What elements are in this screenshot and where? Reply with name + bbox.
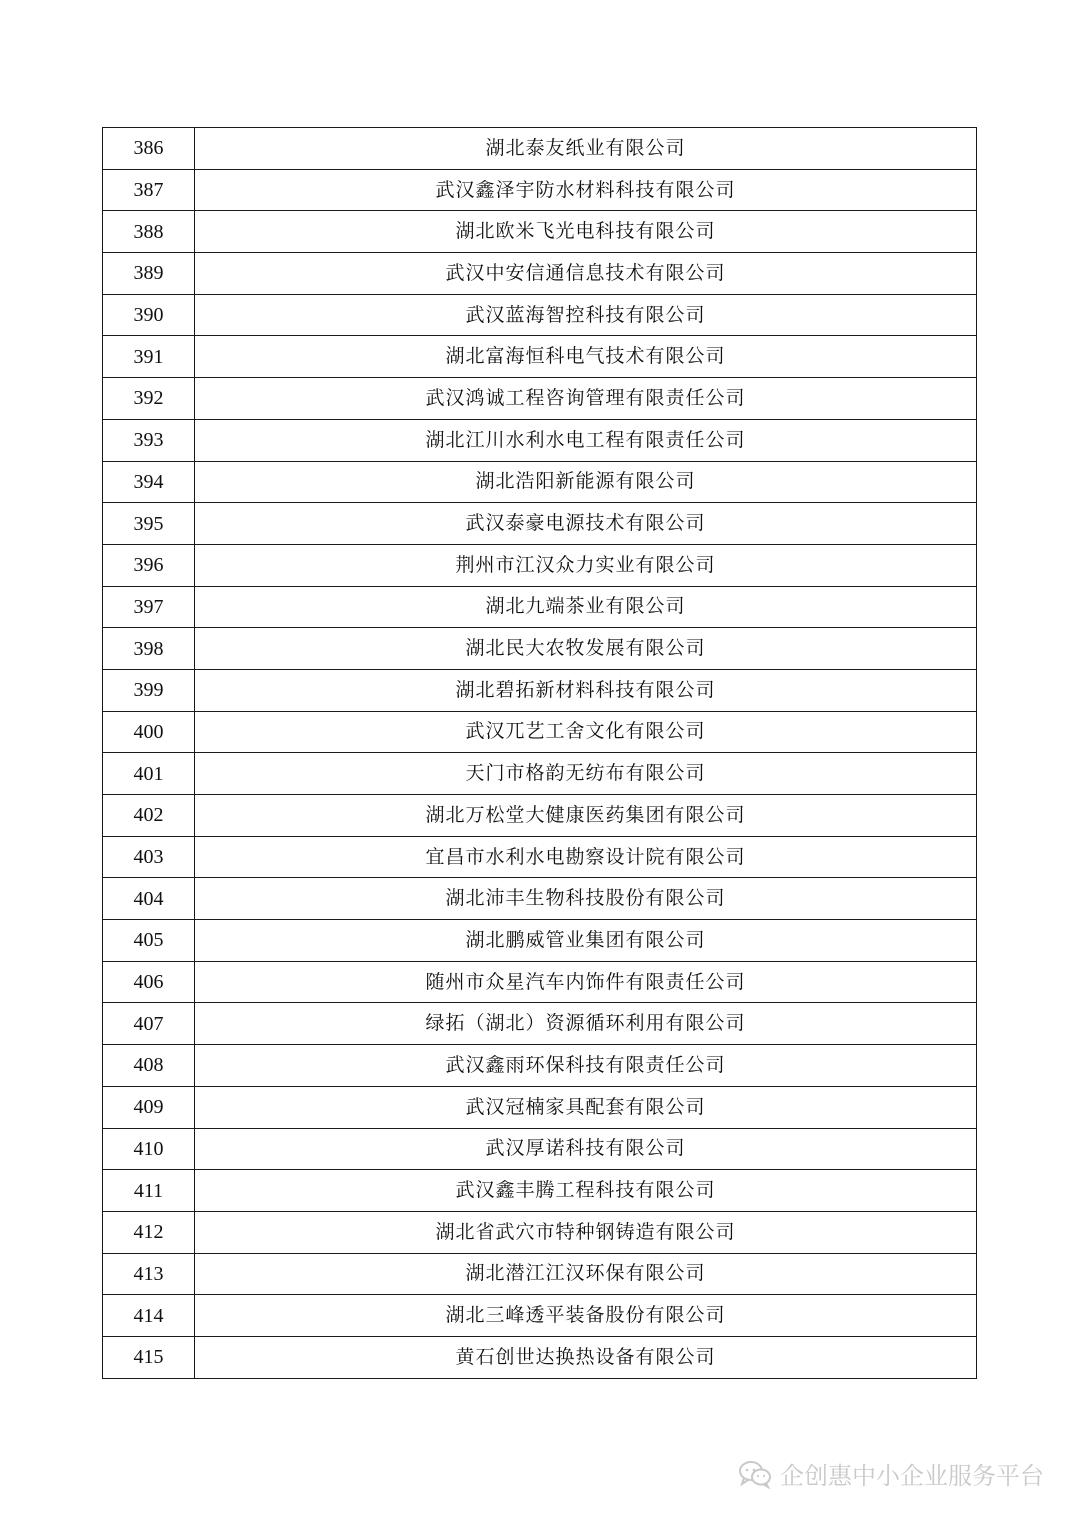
company-name: 湖北民大农牧发展有限公司	[195, 628, 977, 670]
row-number: 404	[103, 878, 195, 920]
company-name: 黄石创世达换热设备有限公司	[195, 1336, 977, 1378]
row-number: 389	[103, 253, 195, 295]
company-name: 湖北潜江江汉环保有限公司	[195, 1253, 977, 1295]
row-number: 413	[103, 1253, 195, 1295]
row-number: 411	[103, 1170, 195, 1212]
row-number: 398	[103, 628, 195, 670]
company-name: 湖北欧米飞光电科技有限公司	[195, 211, 977, 253]
company-name: 武汉鑫泽宇防水材料科技有限公司	[195, 169, 977, 211]
row-number: 388	[103, 211, 195, 253]
company-list-table	[102, 127, 977, 1379]
company-name: 湖北泰友纸业有限公司	[195, 128, 977, 170]
company-table-body	[103, 128, 977, 1379]
table-row	[103, 294, 977, 336]
wechat-watermark	[738, 1456, 1044, 1491]
table-row	[103, 378, 977, 420]
table-row	[103, 169, 977, 211]
company-name: 绿拓（湖北）资源循环利用有限公司	[195, 1003, 977, 1045]
row-number: 410	[103, 1128, 195, 1170]
row-number: 386	[103, 128, 195, 170]
table-row	[103, 128, 977, 170]
company-name: 天门市格韵无纺布有限公司	[195, 753, 977, 795]
company-name: 湖北万松堂大健康医药集团有限公司	[195, 795, 977, 837]
company-name: 湖北沛丰生物科技股份有限公司	[195, 878, 977, 920]
company-name: 湖北江川水利水电工程有限责任公司	[195, 419, 977, 461]
table-row	[103, 1211, 977, 1253]
row-number: 408	[103, 1045, 195, 1087]
company-name: 武汉鑫丰腾工程科技有限公司	[195, 1170, 977, 1212]
table-row	[103, 544, 977, 586]
company-name: 荆州市江汉众力实业有限公司	[195, 544, 977, 586]
row-number: 400	[103, 711, 195, 753]
company-name: 武汉鑫雨环保科技有限责任公司	[195, 1045, 977, 1087]
row-number: 395	[103, 503, 195, 545]
wechat-icon	[738, 1459, 772, 1489]
company-name: 湖北三峰透平装备股份有限公司	[195, 1295, 977, 1337]
company-name: 武汉泰豪电源技术有限公司	[195, 503, 977, 545]
row-number: 396	[103, 544, 195, 586]
table-row	[103, 836, 977, 878]
table-row	[103, 1128, 977, 1170]
table-row	[103, 920, 977, 962]
table-row	[103, 1336, 977, 1378]
company-name: 武汉蓝海智控科技有限公司	[195, 294, 977, 336]
row-number: 399	[103, 669, 195, 711]
table-row	[103, 669, 977, 711]
watermark-text: 企创惠中小企业服务平台	[780, 1462, 1044, 1490]
row-number: 414	[103, 1295, 195, 1337]
row-number: 403	[103, 836, 195, 878]
table-row	[103, 1253, 977, 1295]
row-number: 406	[103, 961, 195, 1003]
row-number: 391	[103, 336, 195, 378]
row-number: 397	[103, 586, 195, 628]
table-row	[103, 336, 977, 378]
company-name: 湖北鹏威管业集团有限公司	[195, 920, 977, 962]
company-name: 武汉厚诺科技有限公司	[195, 1128, 977, 1170]
company-name: 武汉冠楠家具配套有限公司	[195, 1086, 977, 1128]
company-name: 湖北九端茶业有限公司	[195, 586, 977, 628]
table-row	[103, 795, 977, 837]
row-number: 392	[103, 378, 195, 420]
table-row	[103, 1045, 977, 1087]
row-number: 407	[103, 1003, 195, 1045]
row-number: 401	[103, 753, 195, 795]
company-name: 湖北省武穴市特种钢铸造有限公司	[195, 1211, 977, 1253]
row-number: 409	[103, 1086, 195, 1128]
table-row	[103, 1295, 977, 1337]
company-name: 武汉鸿诚工程咨询管理有限责任公司	[195, 378, 977, 420]
table-row	[103, 419, 977, 461]
company-name: 宜昌市水利水电勘察设计院有限公司	[195, 836, 977, 878]
row-number: 394	[103, 461, 195, 503]
company-name: 武汉中安信通信息技术有限公司	[195, 253, 977, 295]
company-name: 湖北碧拓新材料科技有限公司	[195, 669, 977, 711]
table-row	[103, 1003, 977, 1045]
row-number: 415	[103, 1336, 195, 1378]
row-number: 412	[103, 1211, 195, 1253]
table-row	[103, 211, 977, 253]
row-number: 387	[103, 169, 195, 211]
table-row	[103, 461, 977, 503]
table-row	[103, 253, 977, 295]
row-number: 405	[103, 920, 195, 962]
table-row	[103, 628, 977, 670]
row-number: 390	[103, 294, 195, 336]
table-row	[103, 961, 977, 1003]
table-row	[103, 878, 977, 920]
table-row	[103, 1170, 977, 1212]
table-row	[103, 753, 977, 795]
company-name: 湖北浩阳新能源有限公司	[195, 461, 977, 503]
company-name: 湖北富海恒科电气技术有限公司	[195, 336, 977, 378]
table-row	[103, 586, 977, 628]
table-row	[103, 711, 977, 753]
company-name: 随州市众星汽车内饰件有限责任公司	[195, 961, 977, 1003]
table-row	[103, 503, 977, 545]
row-number: 402	[103, 795, 195, 837]
table-row	[103, 1086, 977, 1128]
company-name: 武汉兀艺工舍文化有限公司	[195, 711, 977, 753]
row-number: 393	[103, 419, 195, 461]
